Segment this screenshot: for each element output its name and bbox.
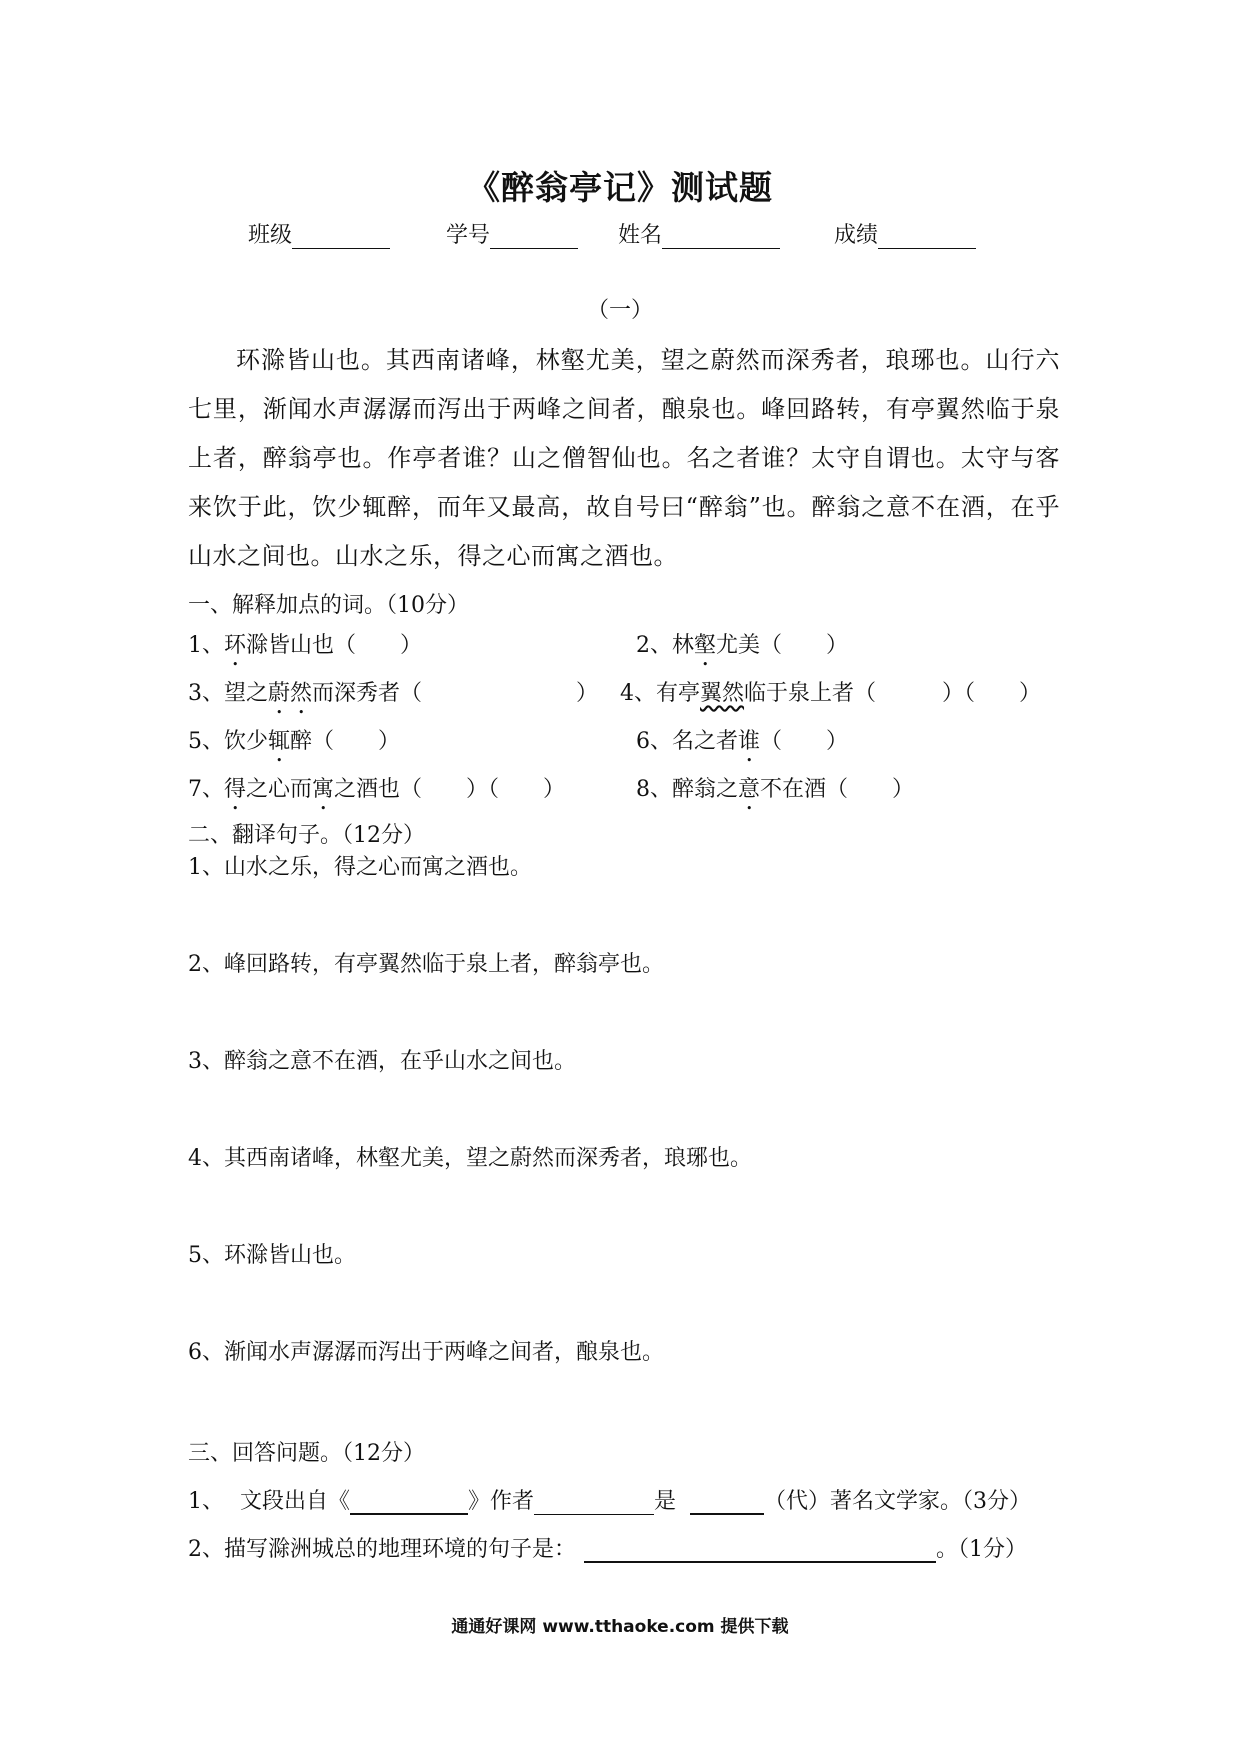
part1-q5: 5、饮少辄醉（ ） [188, 729, 401, 754]
sentence-blank[interactable] [584, 1537, 936, 1563]
part2-item-1: 1、山水之乐，得之心而寓之酒也。 [188, 855, 532, 880]
dotted-word: 辄 [268, 729, 291, 754]
dotted-word: 谁 [738, 729, 761, 754]
name-blank[interactable] [662, 226, 780, 249]
part2-heading: 二、翻译句子。（12分） [188, 823, 425, 848]
number-label: 学号 [446, 223, 491, 248]
class-field [248, 218, 390, 249]
part1-q6: 6、名之者谁（ ） [636, 729, 849, 754]
dotted-word: 寓 [312, 777, 335, 802]
score-field [834, 218, 976, 249]
part1-q3: 3、望之蔚然而深秀者（ ） [188, 681, 599, 706]
passage: 环滁皆山也。其西南诸峰，林壑尤美，望之蔚然而深秀者，琅琊也。山行六七里，渐闻水声潺潺而泻出于两峰之间者，酿泉也。峰回路转，有亭翼然临于泉上者，醉翁亭也。作亭者谁？山之僧智仙也。名之者谁？太守自谓也。太守与客来饮于此，饮少辄醉，而年又最高，故自号曰“醉翁”也。醉翁之意不在酒，在乎山水之间也。山水之乐，得之心而寓之酒也。 [188, 346, 1060, 570]
part1-q8: 8、醉翁之意不在酒（ ） [636, 777, 915, 802]
part2-item-2: 2、峰回路转，有亭翼然临于泉上者，醉翁亭也。 [188, 952, 664, 977]
section-mark: （一） [586, 298, 653, 323]
part1-q7: 7、得之心而寓之酒也（ ）（ ） [188, 777, 566, 802]
dotted-word: 得 [224, 777, 247, 802]
wavy-word: 翼然 [700, 681, 745, 706]
dotted-word: 壑 [694, 633, 717, 658]
class-blank[interactable] [292, 226, 390, 249]
footer: 通通好课网 www.tthaoke.com 提供下载 [451, 1617, 789, 1637]
part3-heading: 三、回答问题。（12分） [188, 1441, 425, 1466]
number-field [446, 218, 578, 249]
page-title: 《醉翁亭记》测试题 [467, 168, 773, 207]
part2-item-5: 5、环滁皆山也。 [188, 1243, 356, 1268]
dotted-word: 蔚然 [268, 681, 313, 706]
score-label: 成绩 [834, 223, 879, 248]
part2-item-6: 6、渐闻水声潺潺而泻出于两峰之间者，酿泉也。 [188, 1340, 664, 1365]
dotted-word: 环 [224, 633, 247, 658]
class-label: 班级 [248, 223, 293, 248]
dynasty-blank[interactable] [690, 1489, 764, 1515]
score-blank[interactable] [878, 226, 976, 249]
number-blank[interactable] [490, 226, 578, 249]
author-blank[interactable] [534, 1492, 654, 1515]
part2-item-3: 3、醉翁之意不在酒，在乎山水之间也。 [188, 1049, 576, 1074]
part3-q1: 1、 文段出自《 》作者 是 （代）著名文学家。（3分） [188, 1489, 1032, 1514]
dotted-word: 意 [738, 777, 761, 802]
part1-q2: 2、林壑尤美（ ） [636, 633, 849, 658]
part1-heading: 一、解释加点的词。（10分） [188, 593, 469, 618]
source-blank[interactable] [350, 1489, 468, 1515]
part3-q2: 2、描写滁洲城总的地理环境的句子是： 。（1分） [188, 1537, 1027, 1562]
part1-q4: 4、有亭翼然临于泉上者（ ）（ ） [620, 681, 1042, 706]
name-label: 姓名 [618, 223, 663, 248]
part2-item-4: 4、其西南诸峰，林壑尤美，望之蔚然而深秀者，琅琊也。 [188, 1146, 752, 1171]
part1-q1: 1、环滁皆山也（ ） [188, 633, 423, 658]
name-field [618, 218, 780, 249]
